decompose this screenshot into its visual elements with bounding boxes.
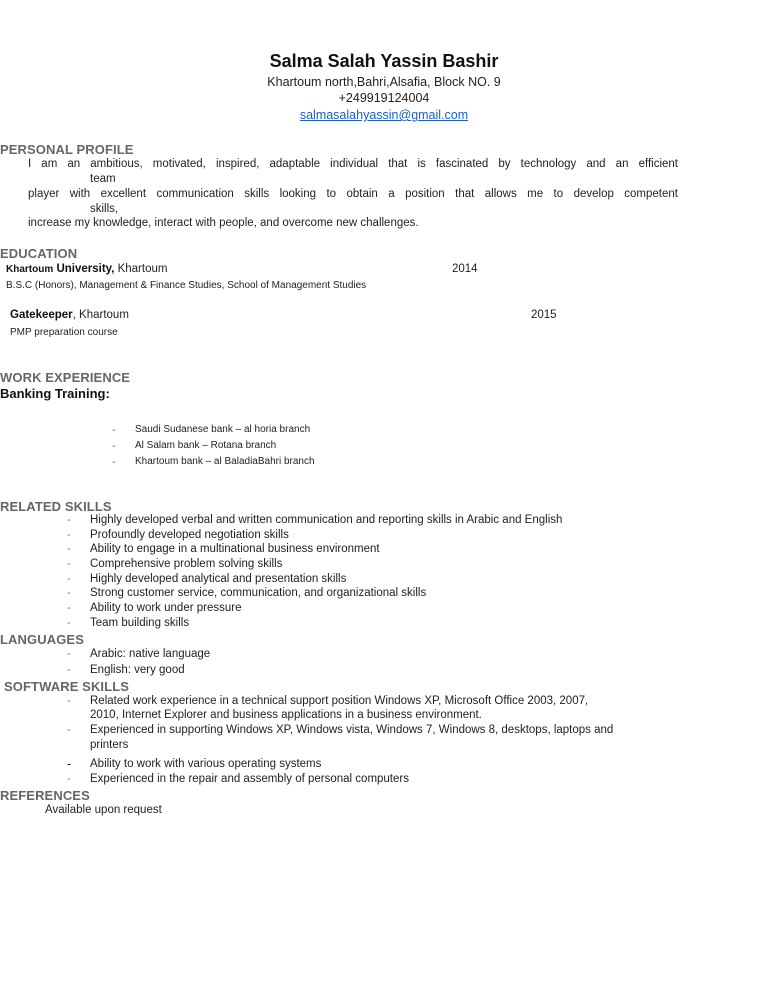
software-item: Related work experience in a technical support position Windows XP, Microsoft Office 2003, 2007,: [90, 695, 589, 707]
bullet-dash: -: [67, 602, 71, 614]
work-item: Al Salam bank – Rotana branch: [135, 440, 277, 451]
bullet-dash: -: [67, 648, 71, 660]
institution-name: University,: [56, 263, 115, 275]
bullet-dash: -: [67, 558, 71, 570]
bullet-dash: -: [67, 724, 71, 736]
work-item: Khartoum bank – al BaladiaBahri branch: [135, 456, 315, 467]
section-heading-languages: LANGUAGES: [0, 632, 84, 647]
email-link[interactable]: salmasalahyassin@gmail.com: [299, 108, 469, 122]
bullet-dash: -: [67, 514, 71, 526]
bullet-dash: -: [67, 756, 72, 771]
skill-item: Ability to engage in a multinational business environment: [90, 543, 380, 555]
skill-item: Strong customer service, communication, and organizational skills: [90, 587, 427, 599]
education-year: 2014: [452, 263, 478, 275]
bullet-dash: -: [67, 587, 71, 599]
bullet-dash: -: [67, 529, 71, 541]
skill-item: Comprehensive problem solving skills: [90, 558, 283, 570]
education-detail: PMP preparation course: [10, 327, 118, 338]
education-entry-1: [6, 263, 167, 275]
bullet-dash: -: [67, 695, 71, 707]
education-entry-2: [10, 309, 129, 321]
bullet-dash: -: [67, 573, 71, 585]
language-item: English: very good: [90, 664, 185, 676]
section-heading-references: REFERENCES: [0, 788, 90, 803]
bullet-dash: -: [112, 440, 116, 452]
references-text: Available upon request: [45, 804, 162, 816]
software-item: Ability to work with various operating systems: [90, 758, 322, 770]
skill-item: Highly developed verbal and written communication and reporting skills in Arabic and English: [90, 514, 563, 526]
profile-line: player with excellent communication skills looking to obtain a position that allows me to develop competent: [28, 188, 678, 200]
bullet-dash: -: [67, 773, 71, 785]
education-year: 2015: [531, 309, 557, 321]
bullet-dash: -: [67, 664, 71, 676]
software-item: Experienced in supporting Windows XP, Windows vista, Windows 7, Windows 8, desktops, laptops and: [90, 724, 614, 736]
skill-item: Profoundly developed negotiation skills: [90, 529, 289, 541]
institution-location: Khartoum: [117, 263, 168, 275]
language-item: Arabic: native language: [90, 648, 211, 660]
skill-item: Ability to work under pressure: [90, 602, 242, 614]
bullet-dash: -: [67, 617, 71, 629]
profile-line: increase my knowledge, interact with people, and overcome new challenges.: [28, 217, 419, 229]
bullet-dash: -: [67, 543, 71, 555]
profile-line: team: [90, 173, 116, 185]
section-heading-skills: RELATED SKILLS: [0, 499, 112, 514]
section-heading-profile: PERSONAL PROFILE: [0, 142, 134, 157]
skill-item: Team building skills: [90, 617, 190, 629]
skill-item: Highly developed analytical and presentation skills: [90, 573, 347, 585]
work-item: Saudi Sudanese bank – al horia branch: [135, 424, 311, 435]
institution-location: , Khartoum: [72, 309, 129, 321]
work-subheading: Banking Training:: [0, 386, 110, 401]
address: Khartoum north,Bahri,Alsafia, Block NO. 9: [267, 75, 501, 89]
bullet-dash: -: [112, 456, 116, 468]
software-item-cont: printers: [90, 739, 129, 751]
profile-line: skills,: [90, 203, 119, 215]
institution-prefix: Khartoum: [6, 264, 54, 275]
profile-line: I am an ambitious, motivated, inspired, adaptable individual that is fascinated by technology and an efficient: [28, 158, 678, 170]
section-heading-education: EDUCATION: [0, 246, 78, 261]
bullet-dash: -: [112, 424, 116, 436]
section-heading-work: WORK EXPERIENCE: [0, 370, 131, 385]
institution-name: Gatekeeper: [10, 309, 73, 321]
phone: +249919124004: [338, 91, 430, 105]
section-heading-software: SOFTWARE SKILLS: [4, 679, 129, 694]
software-item: Experienced in the repair and assembly of personal computers: [90, 773, 409, 785]
candidate-name: Salma Salah Yassin Bashir: [269, 51, 499, 71]
software-item-cont: 2010, Internet Explorer and business applications in a business environment.: [90, 709, 482, 721]
education-detail: B.S.C (Honors), Management & Finance Studies, School of Management Studies: [6, 280, 367, 291]
